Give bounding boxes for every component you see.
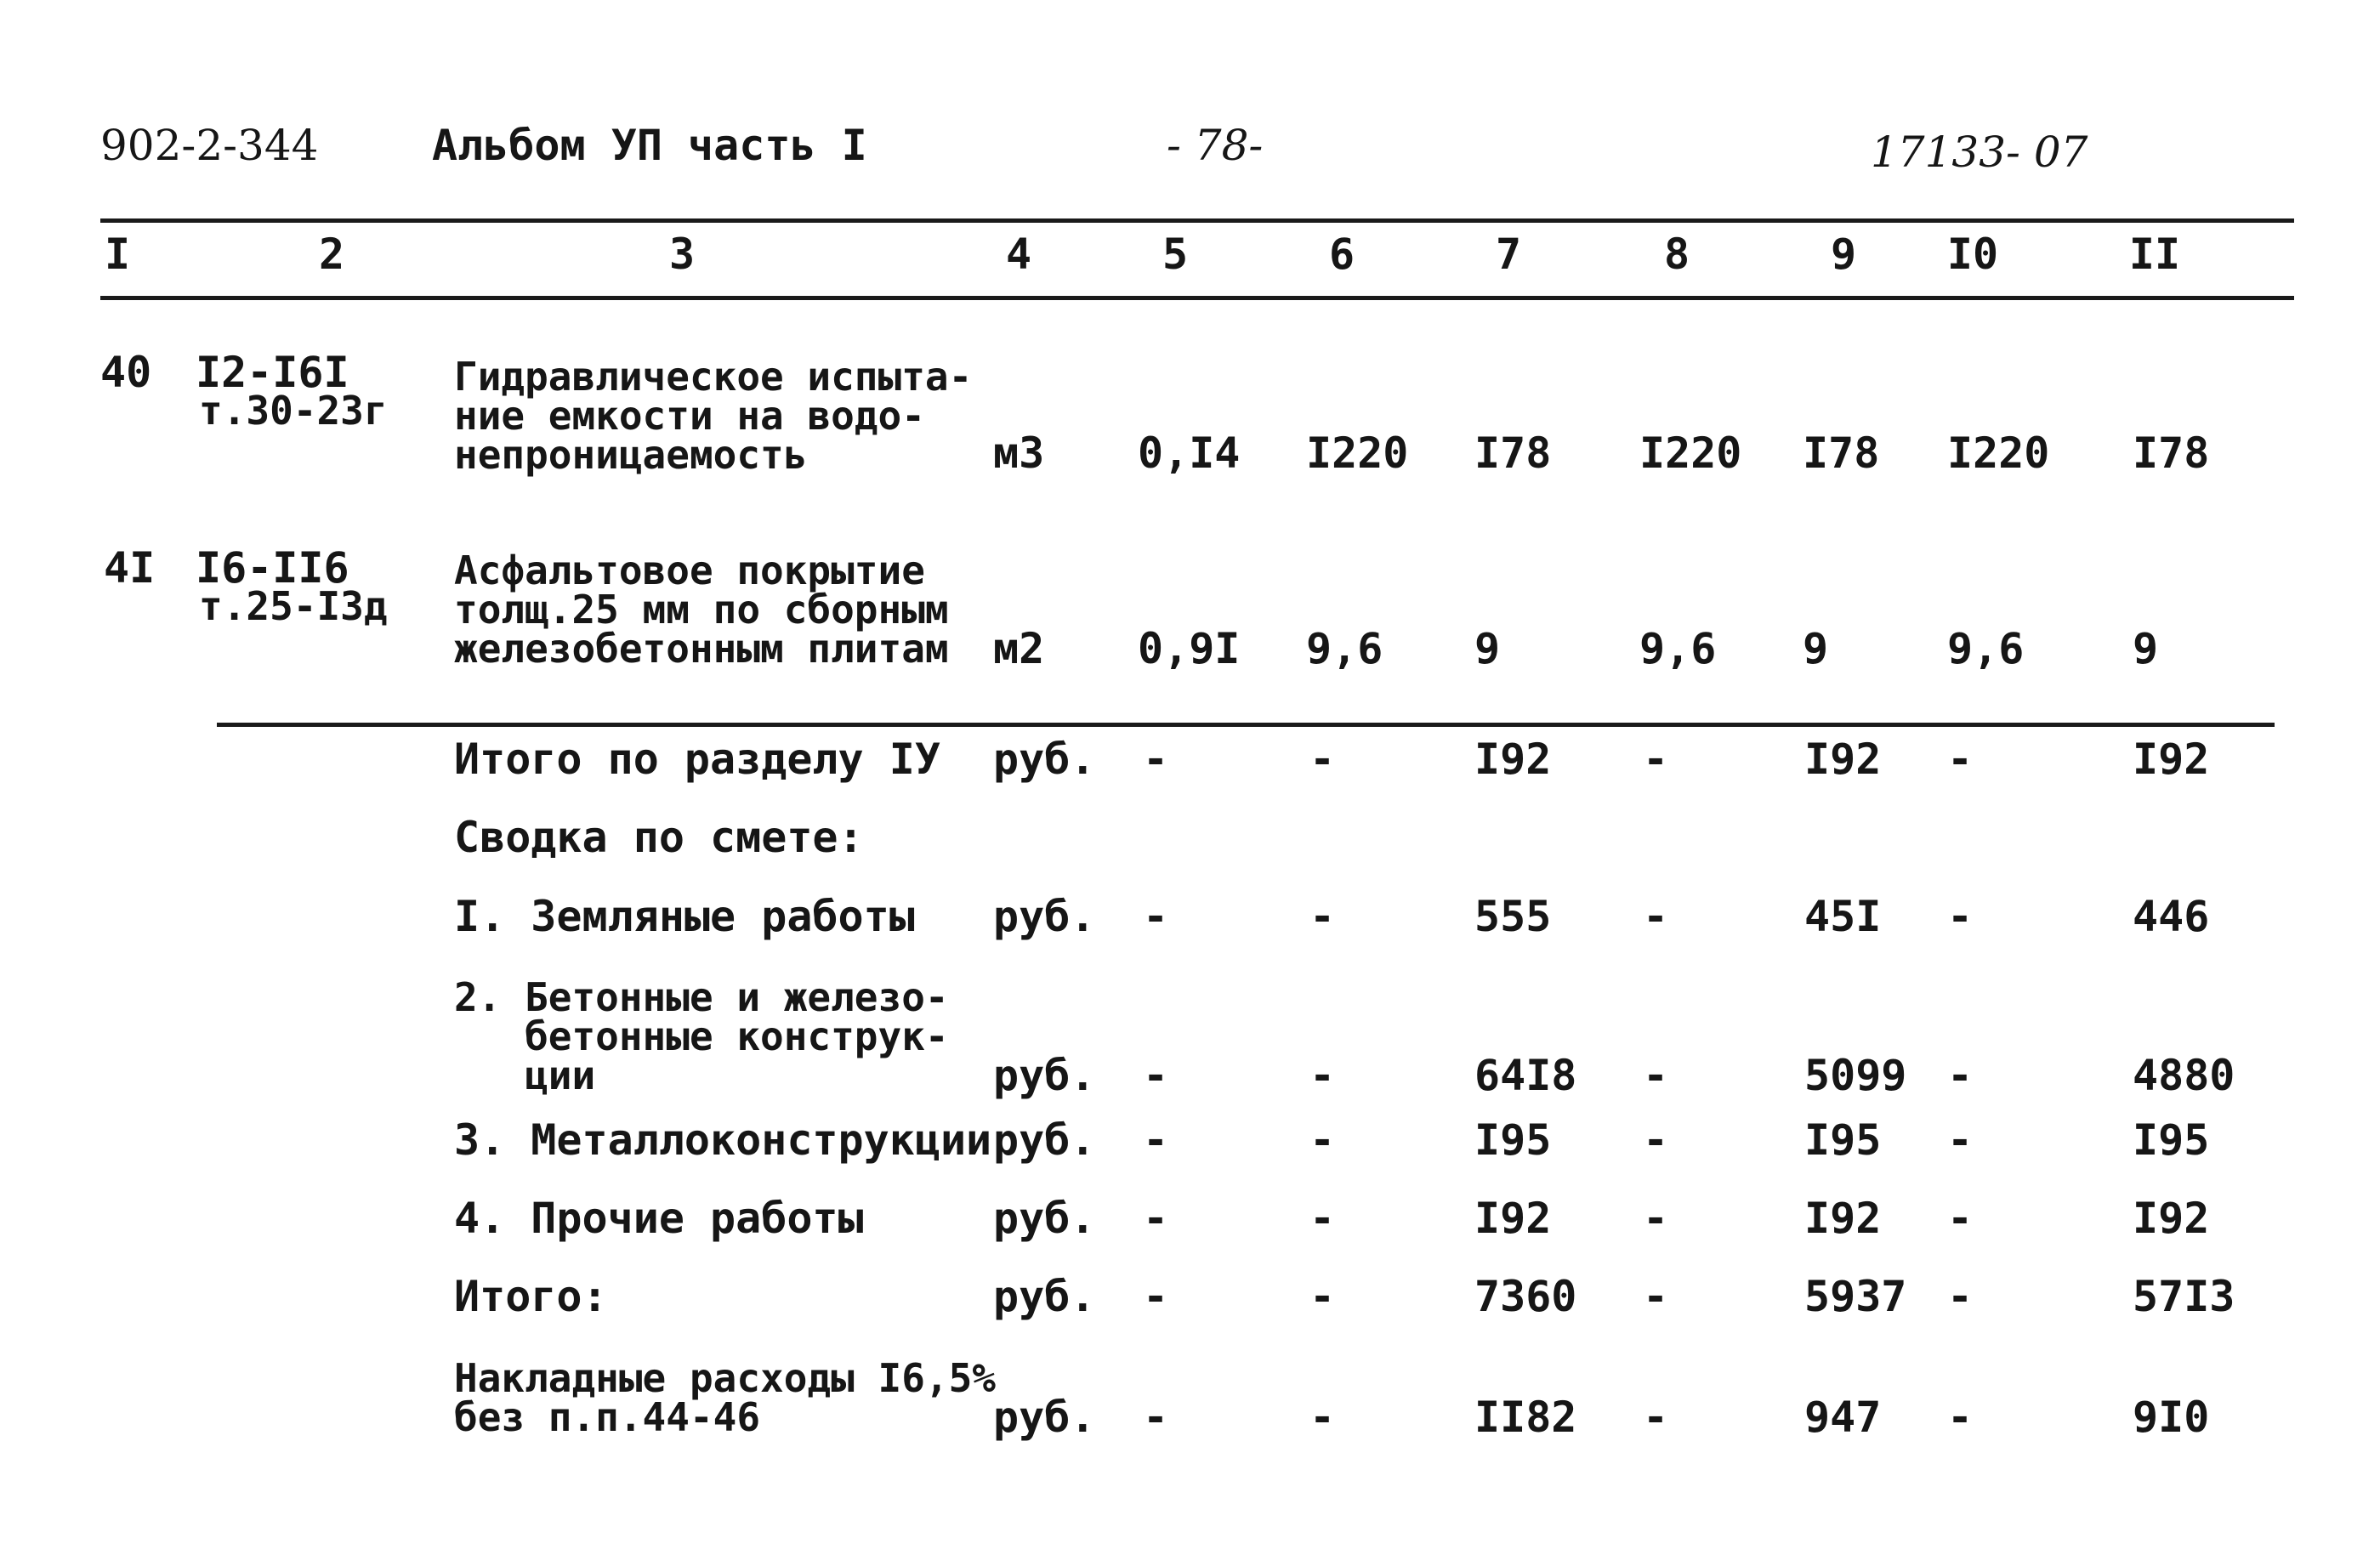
col-header-3: 3 (668, 230, 696, 279)
header-top-rule (100, 218, 2294, 223)
summary-col5: - (1143, 1194, 1169, 1243)
summary-col10: - (1947, 1051, 1974, 1100)
summary-col8: - (1643, 735, 1669, 784)
row-description-line: железобетонным плитам (454, 626, 949, 672)
row-description-line: Асфальтовое покрытие (454, 548, 925, 593)
summary-col9: 5099 (1804, 1051, 1907, 1100)
summary-col6: - (1309, 1051, 1336, 1100)
summary-label-line: I. Земляные работы (454, 892, 915, 941)
summary-unit: руб. (993, 1115, 1096, 1165)
doc-code: 902-2-344 (100, 121, 319, 170)
totals-rule (217, 723, 2275, 727)
row-col8: 9,6 (1639, 624, 1717, 673)
summary-unit: руб. (993, 1272, 1096, 1321)
summary-unit: руб. (993, 892, 1096, 941)
summary-col6: - (1309, 1272, 1336, 1321)
summary-col7: 64I8 (1474, 1051, 1577, 1100)
summary-label-line: Итого по разделу IУ (454, 735, 940, 784)
summary-col7: 555 (1474, 892, 1552, 941)
row-unit: м2 (993, 624, 1045, 673)
summary-col11: 4880 (2133, 1051, 2235, 1100)
summary-col10: - (1947, 1115, 1974, 1165)
row-description-line: непроницаемость (454, 432, 808, 478)
summary-col11: 57I3 (2133, 1272, 2235, 1321)
summary-label-line: Накладные расходы I6,5% (454, 1355, 996, 1401)
row-number: 40 (100, 348, 152, 397)
col-header-10: I0 (1946, 230, 1999, 279)
summary-col11: I92 (2133, 1194, 2210, 1243)
summary-col5: - (1143, 1272, 1169, 1321)
row-col5: 0,I4 (1138, 428, 1241, 478)
summary-col7: 7360 (1474, 1272, 1577, 1321)
sheet-code: 17133- 07 (1871, 128, 2088, 177)
col-header-5: 5 (1162, 230, 1189, 279)
summary-col8: - (1643, 1051, 1669, 1100)
row-col8: I220 (1639, 428, 1742, 478)
row-col9: 9 (1803, 624, 1829, 673)
col-header-11: II (2128, 230, 2181, 279)
summary-col5: - (1143, 1115, 1169, 1165)
summary-col10: - (1947, 892, 1974, 941)
summary-col5: - (1143, 1051, 1169, 1100)
summary-col9: 947 (1804, 1393, 1882, 1442)
header-bottom-rule (100, 296, 2294, 300)
col-header-2: 2 (318, 230, 345, 279)
row-col7: 9 (1474, 624, 1501, 673)
summary-unit: руб. (993, 1393, 1096, 1442)
summary-col10: - (1947, 735, 1974, 784)
row-col6: 9,6 (1306, 624, 1383, 673)
row-code-line: т.30-23г (199, 388, 388, 434)
summary-col5: - (1143, 735, 1169, 784)
summary-col7: I92 (1474, 735, 1552, 784)
summary-col6: - (1309, 735, 1336, 784)
page-number: - 78- (1167, 121, 1264, 170)
summary-label-line: ции (454, 1053, 596, 1098)
summary-col8: - (1643, 1393, 1669, 1442)
row-col7: I78 (1474, 428, 1552, 478)
summary-label-line: 2. Бетонные и железо- (454, 974, 949, 1020)
col-header-6: 6 (1328, 230, 1355, 279)
summary-col8: - (1643, 1115, 1669, 1165)
summary-col8: - (1643, 1272, 1669, 1321)
summary-label-line: Сводка по смете: (454, 813, 864, 862)
row-unit: м3 (993, 428, 1045, 478)
summary-col6: - (1309, 1194, 1336, 1243)
row-col10: I220 (1947, 428, 2050, 478)
row-code-line: т.25-I3д (199, 583, 388, 629)
summary-col11: I92 (2133, 735, 2210, 784)
row-code-line: I2-I6I (196, 348, 349, 397)
summary-col7: I95 (1474, 1115, 1552, 1165)
summary-col9: I95 (1804, 1115, 1882, 1165)
summary-col9: 45I (1804, 892, 1882, 941)
row-description-line: толщ.25 мм по сборным (454, 587, 949, 633)
col-header-4: 4 (1005, 230, 1032, 279)
summary-col6: - (1309, 892, 1336, 941)
summary-col7: I92 (1474, 1194, 1552, 1243)
summary-unit: руб. (993, 1051, 1096, 1100)
summary-col10: - (1947, 1272, 1974, 1321)
row-description-line: Гидравлическое испыта- (454, 354, 973, 400)
summary-label-line: Итого: (454, 1272, 608, 1321)
col-header-8: 8 (1663, 230, 1690, 279)
row-col9: I78 (1803, 428, 1880, 478)
summary-col9: I92 (1804, 735, 1882, 784)
summary-col8: - (1643, 1194, 1669, 1243)
row-col10: 9,6 (1947, 624, 2025, 673)
row-col11: 9 (2133, 624, 2159, 673)
col-header-9: 9 (1830, 230, 1857, 279)
summary-col11: 9I0 (2133, 1393, 2210, 1442)
summary-col9: I92 (1804, 1194, 1882, 1243)
row-col6: I220 (1306, 428, 1409, 478)
summary-col8: - (1643, 892, 1669, 941)
summary-label-line: 3. Металлоконструкции (454, 1115, 992, 1165)
album-title: Альбом УП часть I (432, 121, 867, 170)
summary-label-line: 4. Прочие работы (454, 1194, 864, 1243)
summary-col6: - (1309, 1393, 1336, 1442)
summary-col10: - (1947, 1194, 1974, 1243)
summary-col6: - (1309, 1115, 1336, 1165)
col-header-7: 7 (1495, 230, 1522, 279)
summary-label-line: без п.п.44-46 (454, 1394, 761, 1440)
summary-unit: руб. (993, 735, 1096, 784)
summary-label-line: бетонные конструк- (454, 1013, 949, 1059)
summary-unit: руб. (993, 1194, 1096, 1243)
summary-col11: 446 (2133, 892, 2210, 941)
row-col11: I78 (2133, 428, 2210, 478)
summary-col5: - (1143, 1393, 1169, 1442)
summary-col7: II82 (1474, 1393, 1577, 1442)
col-header-1: I (104, 230, 131, 279)
summary-col9: 5937 (1804, 1272, 1907, 1321)
row-description-line: ние емкости на водо- (454, 393, 925, 439)
row-number: 4I (104, 543, 156, 593)
row-code-line: I6-II6 (196, 543, 349, 593)
row-col5: 0,9I (1138, 624, 1241, 673)
summary-col11: I95 (2133, 1115, 2210, 1165)
summary-col10: - (1947, 1393, 1974, 1442)
summary-col5: - (1143, 892, 1169, 941)
